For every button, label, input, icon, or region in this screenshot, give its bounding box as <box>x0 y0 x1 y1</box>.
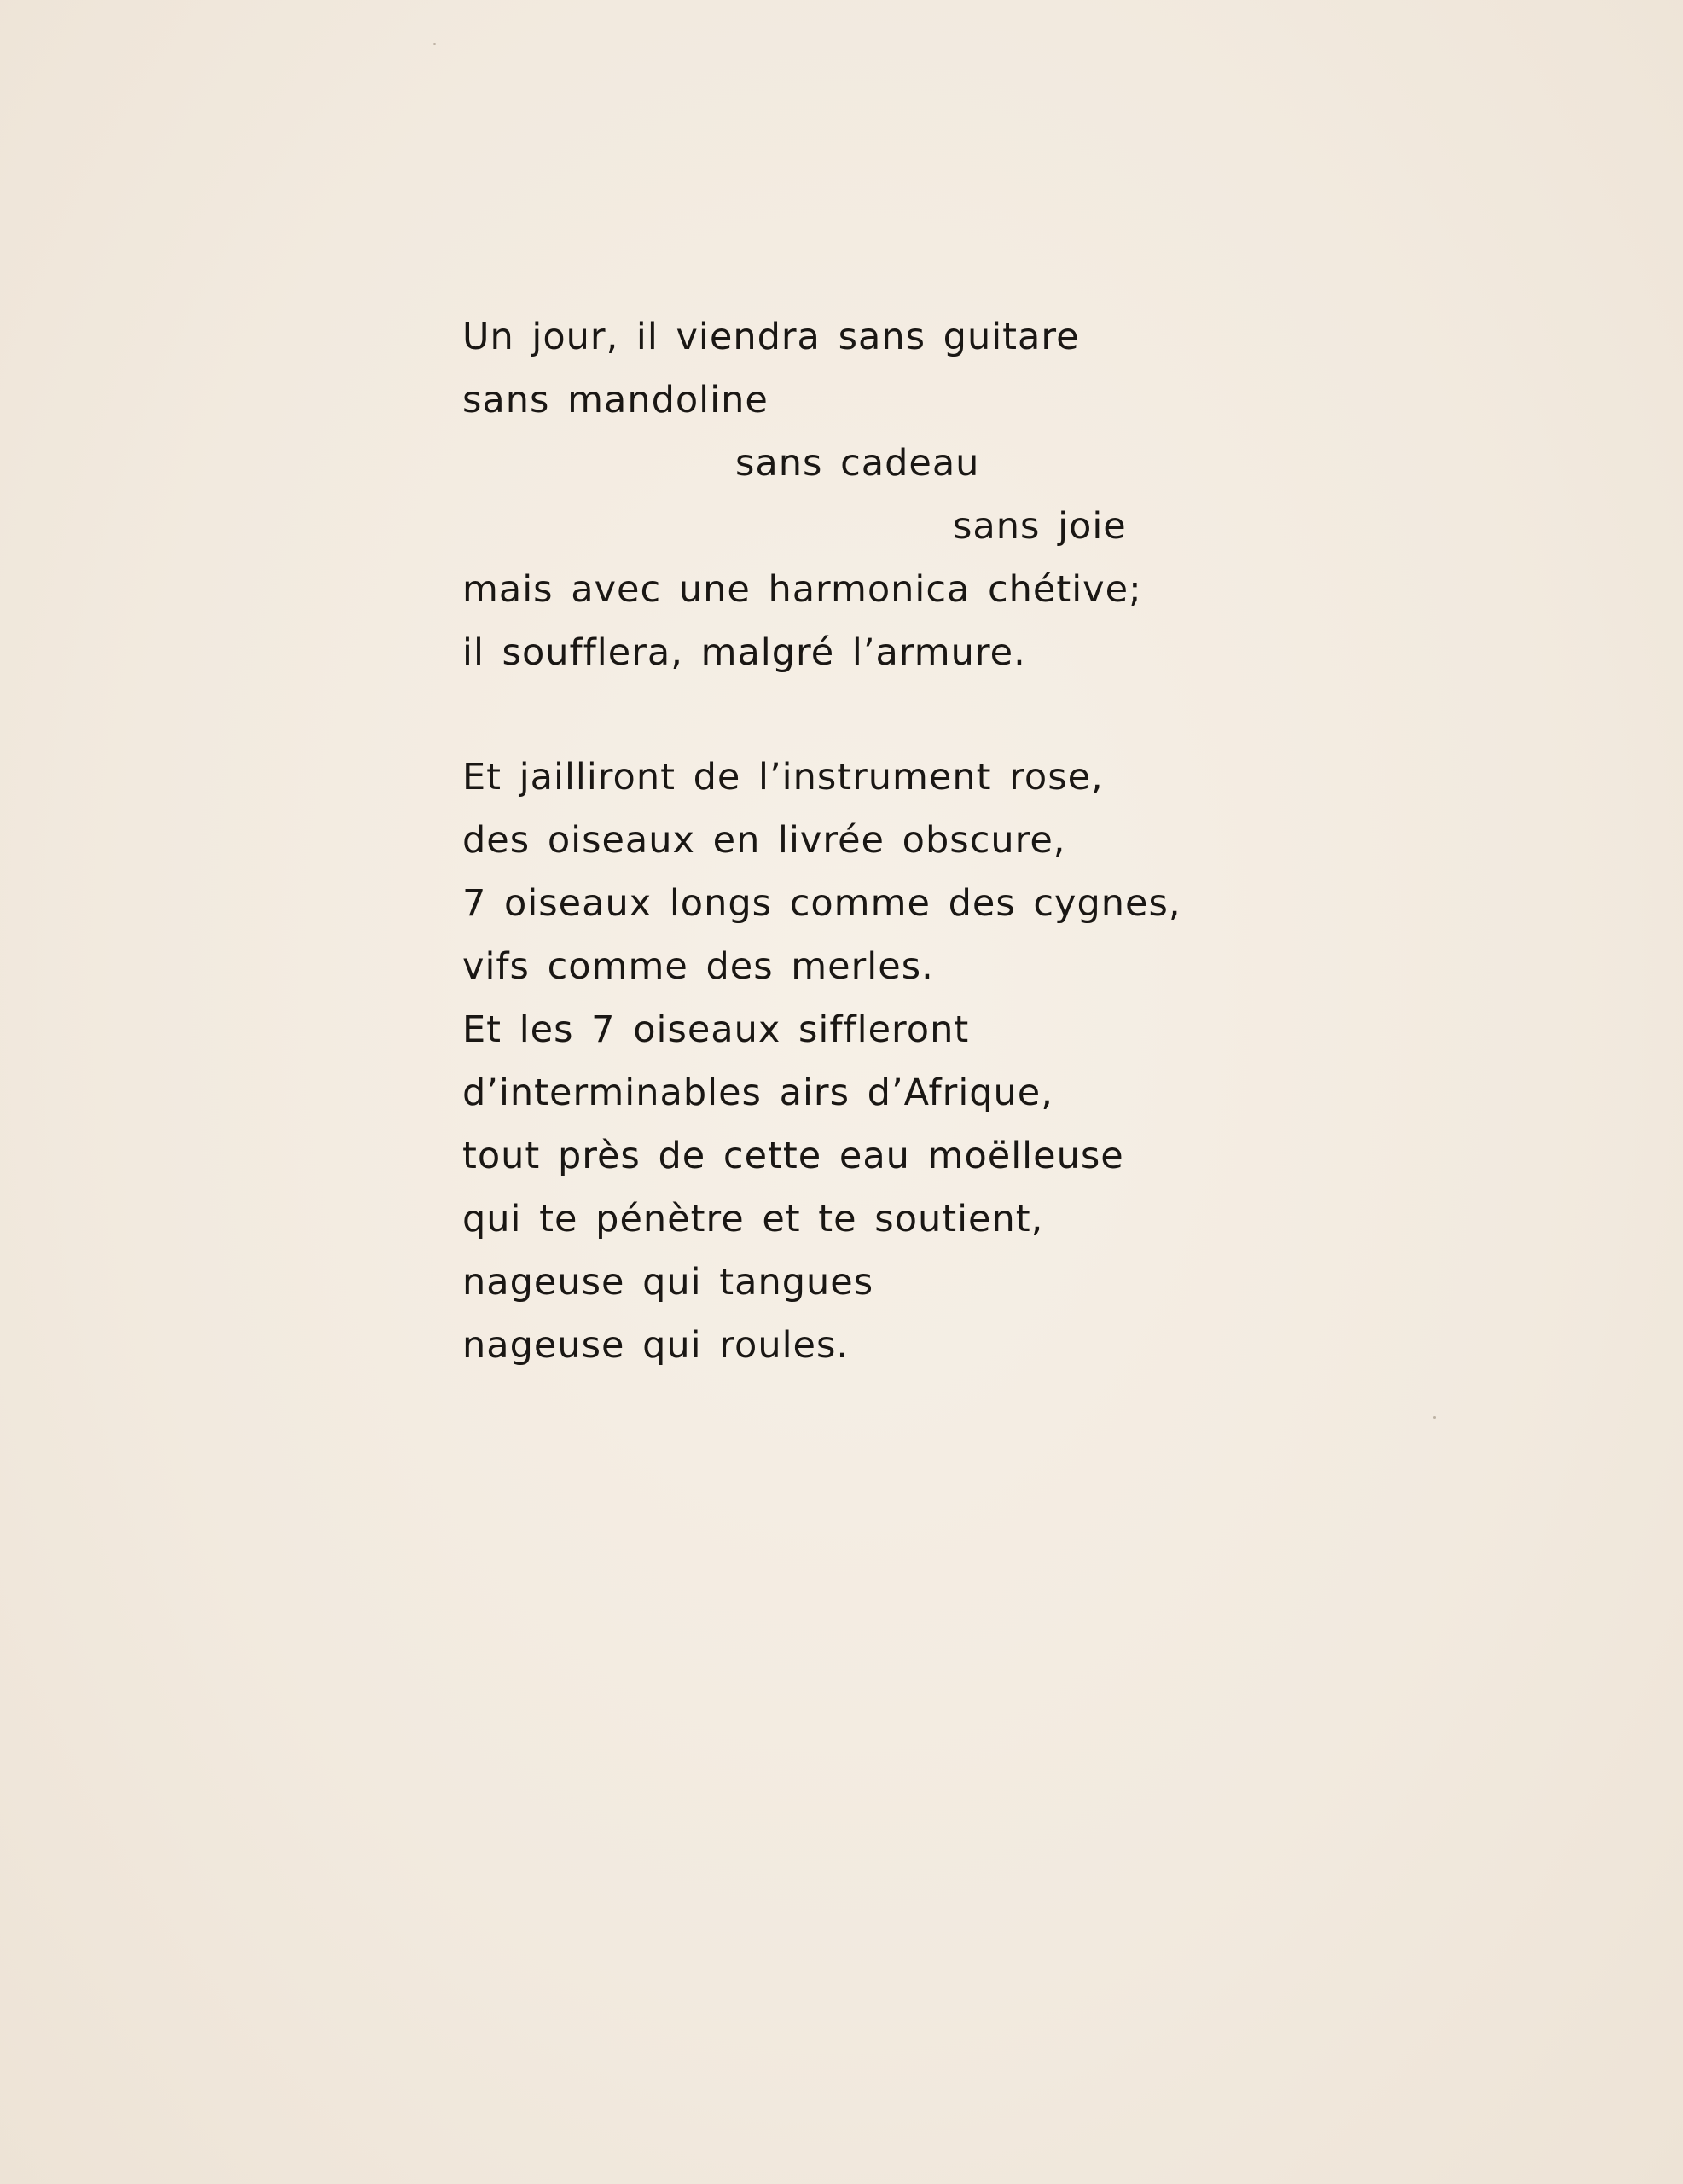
paper-speck <box>1433 1416 1436 1419</box>
poem-line: sans cadeau <box>735 442 980 485</box>
poem-line: sans joie <box>953 505 1127 548</box>
poem-line: des oiseaux en livrée obscure, <box>462 819 1066 862</box>
poem-line: il soufflera, malgré l’armure. <box>462 631 1026 674</box>
poem-line: tout près de cette eau moëlleuse <box>462 1135 1124 1177</box>
poem-line: nageuse qui roules. <box>462 1324 850 1367</box>
poem-line: mais avec une harmonica chétive; <box>462 568 1142 611</box>
poem-line: Et jailliront de l’instrument rose, <box>462 756 1104 799</box>
poem-line: sans mandoline <box>462 379 769 421</box>
poem-line: Et les 7 oiseaux siffleront <box>462 1008 970 1051</box>
poem <box>462 305 1315 1377</box>
paper-speck <box>433 43 436 45</box>
poem-line: vifs comme des merles. <box>462 945 934 988</box>
stanza-break <box>462 684 1315 746</box>
poem-line: d’interminables airs d’Afrique, <box>462 1072 1053 1114</box>
poem-line: 7 oiseaux longs comme des cygnes, <box>462 882 1181 925</box>
poem-line: Un jour, il viendra sans guitare <box>462 316 1080 358</box>
poem-line: nageuse qui tangues <box>462 1261 874 1304</box>
poem-line: qui te pénètre et te soutient, <box>462 1198 1044 1240</box>
